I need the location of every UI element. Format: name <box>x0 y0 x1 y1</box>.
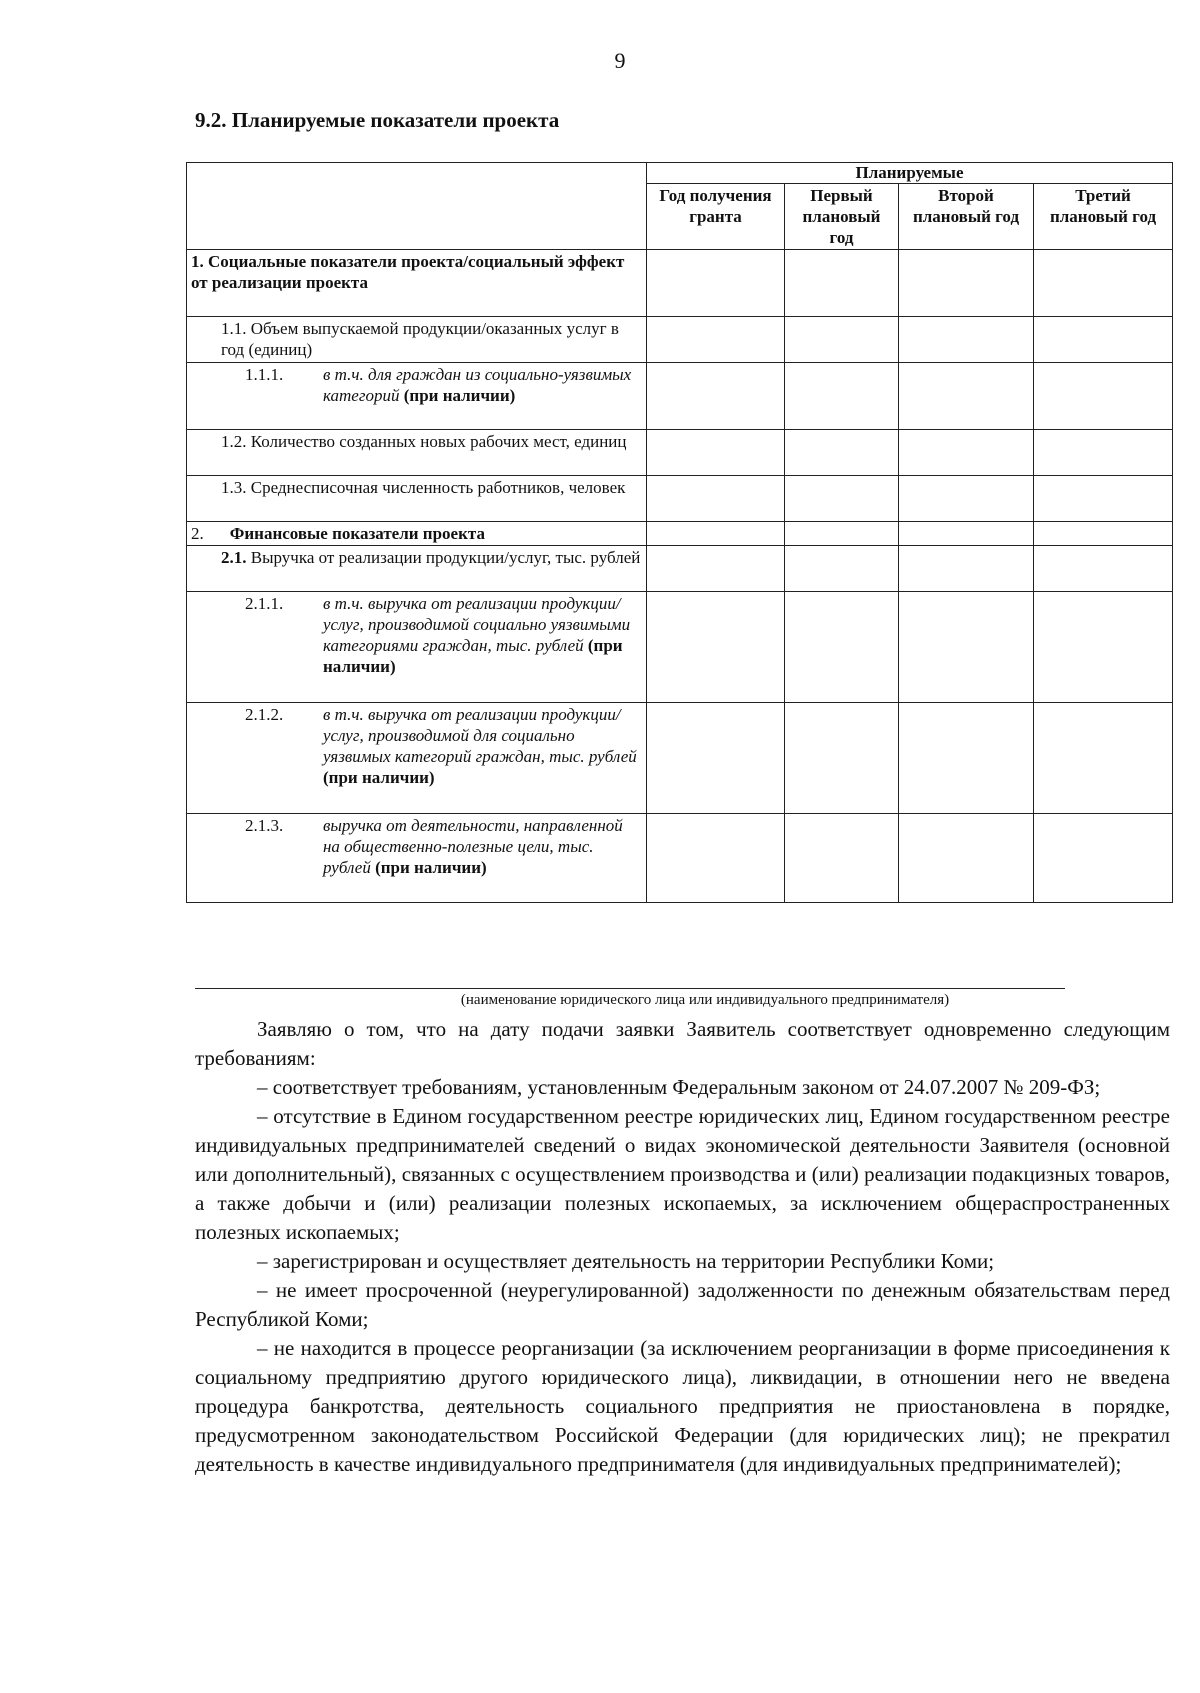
table-cell <box>647 250 785 317</box>
table-cell <box>1034 476 1173 522</box>
row-label-2-1 <box>187 546 647 592</box>
table-cell <box>785 814 899 903</box>
paragraph: – не имеет просроченной (неурегулированной) задолженности по денежным обязательствам перед Республикой Коми; <box>195 1278 1170 1331</box>
table-cell <box>647 363 785 430</box>
row-num-1-1-1: 1.1.1. <box>245 365 284 384</box>
row-bold-2-1-1: (при наличии) <box>323 636 623 676</box>
row-bold-1-1-1: (при наличии) <box>403 386 516 405</box>
row-label-1-3 <box>187 476 647 522</box>
table-cell <box>785 430 899 476</box>
header-empty-cell <box>187 163 647 250</box>
table-cell <box>899 476 1034 522</box>
header-second-year: Второй плановый год <box>899 184 1034 250</box>
row-label-2 <box>187 522 647 546</box>
declaration-text <box>195 1015 1170 1479</box>
row-text-2: Финансовые показатели проекта <box>229 524 485 543</box>
row-label-1-1 <box>187 317 647 363</box>
table-cell <box>899 430 1034 476</box>
table-cell <box>647 522 785 546</box>
row-num-2-1-1: 2.1.1. <box>245 594 284 613</box>
row-text-2-1-3 <box>313 815 642 878</box>
row-text-wrap-2-1 <box>191 547 642 568</box>
row-text-1-1-1 <box>313 364 642 406</box>
row-bold-2-1-2: (при наличии) <box>323 768 435 787</box>
row-text-1-3: 1.3. Среднесписочная численность работников, человек <box>221 478 626 497</box>
table-row <box>187 546 1173 592</box>
table-cell <box>785 703 899 814</box>
table-cell <box>899 250 1034 317</box>
paragraph: – соответствует требованиям, установленным Федеральным законом от 24.07.2007 № 209-ФЗ; <box>257 1075 1101 1099</box>
table-cell <box>785 522 899 546</box>
header-first-year: Первый плановый год <box>785 184 899 250</box>
table-row <box>187 592 1173 703</box>
table-cell <box>647 814 785 903</box>
table-row <box>187 430 1173 476</box>
paragraph: – отсутствие в Едином государственном реестре юридических лиц, Едином государственном реестре индивидуальных предпринимателей сведений о видах экономической деятельности Заявителя (основной или дополнительный), связанных с осуществлением производства и (или) реализации подакцизных товаров, а также добычи и (или) реализации полезных ископаемых, за исключением общераспространенных полезных ископаемых; <box>195 1104 1170 1244</box>
row-num-2: 2. <box>191 524 204 543</box>
row-sub-2-1-3 <box>191 815 642 878</box>
header-planned: Планируемые <box>647 163 1173 184</box>
paragraph: Заявляю о том, что на дату подачи заявки Заявитель соответствует одновременно следующим требованиям: <box>195 1017 1170 1070</box>
table-row <box>187 363 1173 430</box>
table-cell <box>647 476 785 522</box>
indicators-table <box>186 162 1173 903</box>
table-row <box>187 703 1173 814</box>
row-label-1: 1. Социальные показатели проекта/социальный эффект от реализации проекта <box>187 250 647 317</box>
section-title: 9.2. Планируемые показатели проекта <box>195 108 560 132</box>
row-label-2-1-1 <box>187 592 647 703</box>
table-cell <box>899 522 1034 546</box>
table-row <box>187 814 1173 903</box>
table-cell <box>785 592 899 703</box>
row-num-2-1-3: 2.1.3. <box>245 816 284 835</box>
table-cell <box>785 476 899 522</box>
header-third-year: Третий плановый год <box>1034 184 1173 250</box>
table-cell <box>1034 814 1173 903</box>
table-cell <box>1034 703 1173 814</box>
table-cell <box>899 317 1034 363</box>
row-italic-1-1-1: в т.ч. для граждан из социально-уязвимых категорий <box>323 365 632 405</box>
table-row <box>187 317 1173 363</box>
signature-caption: (наименование юридического лица или индивидуального предпринимателя) <box>460 992 950 1008</box>
paragraph: – зарегистрирован и осуществляет деятельность на территории Республики Коми; <box>257 1249 995 1273</box>
table-cell <box>1034 546 1173 592</box>
table-cell <box>1034 250 1173 317</box>
table-row <box>187 250 1173 317</box>
table-cell <box>1034 363 1173 430</box>
header-grant-year: Год получения гранта <box>647 184 785 250</box>
row-label-1-1-1 <box>187 363 647 430</box>
row-text-1-1: 1.1. Объем выпускаемой продукции/оказанных услуг в год (единиц) <box>221 319 619 359</box>
table-cell <box>899 546 1034 592</box>
row-label-2-1-3 <box>187 814 647 903</box>
table-cell <box>785 250 899 317</box>
row-text-2-1-2 <box>313 704 642 788</box>
table-cell <box>785 546 899 592</box>
signature-line <box>195 988 1065 989</box>
row-sub-2-1-1 <box>191 593 642 677</box>
table-header-row <box>187 163 1173 184</box>
row-bold-2-1-3: (при наличии) <box>375 858 487 877</box>
table-cell <box>899 703 1034 814</box>
table-cell <box>647 317 785 363</box>
row-text-1-2: 1.2. Количество созданных новых рабочих мест, единиц <box>221 432 627 451</box>
table-cell <box>647 546 785 592</box>
row-italic-2-1-1: в т.ч. выручка от реализации продукции/услуг, производимой социально уязвимыми категориями граждан, тыс. рублей <box>323 594 631 655</box>
row-num-2-1-2: 2.1.2. <box>245 705 284 724</box>
table-cell <box>899 363 1034 430</box>
row-sub-2-1-2 <box>191 704 642 788</box>
row-label-1-2 <box>187 430 647 476</box>
table-cell <box>899 592 1034 703</box>
table-cell <box>899 814 1034 903</box>
row-sub-1-1-1 <box>191 364 642 406</box>
paragraph: – не находится в процессе реорганизации (за исключением реорганизации в форме присоединения к социальному предприятию другого юридического лица), ликвидации, в отношении него не введена процедура банкротства, деятельность социального предприятия не приостановлена в порядке, предусмотренном законодательством Российской Федерации (для юридических лиц); не прекратил деятельность в качестве индивидуального предпринимателя (для индивидуальных предпринимателей); <box>195 1336 1170 1476</box>
table-cell <box>647 592 785 703</box>
row-label-2-1-2 <box>187 703 647 814</box>
row-italic-2-1-2: в т.ч. выручка от реализации продукции/услуг, производимой для социально уязвимых категорий граждан, тыс. рублей <box>323 705 637 766</box>
table-cell <box>647 430 785 476</box>
table-row <box>187 522 1173 546</box>
row-text-2-1: Выручка от реализации продукции/услуг, тыс. рублей <box>250 548 641 567</box>
row-text-2-1-1 <box>313 593 642 677</box>
page-number: 9 <box>614 48 626 73</box>
table-cell <box>785 363 899 430</box>
table-cell <box>1034 317 1173 363</box>
table-cell <box>1034 592 1173 703</box>
row-num-2-1: 2.1. <box>221 548 247 567</box>
table-cell <box>785 317 899 363</box>
table-cell <box>647 703 785 814</box>
table-row <box>187 476 1173 522</box>
table-cell <box>1034 430 1173 476</box>
table-cell <box>1034 522 1173 546</box>
row-italic-2-1-3: выручка от деятельности, направленной на общественно-полезные цели, тыс. рублей <box>323 816 623 877</box>
